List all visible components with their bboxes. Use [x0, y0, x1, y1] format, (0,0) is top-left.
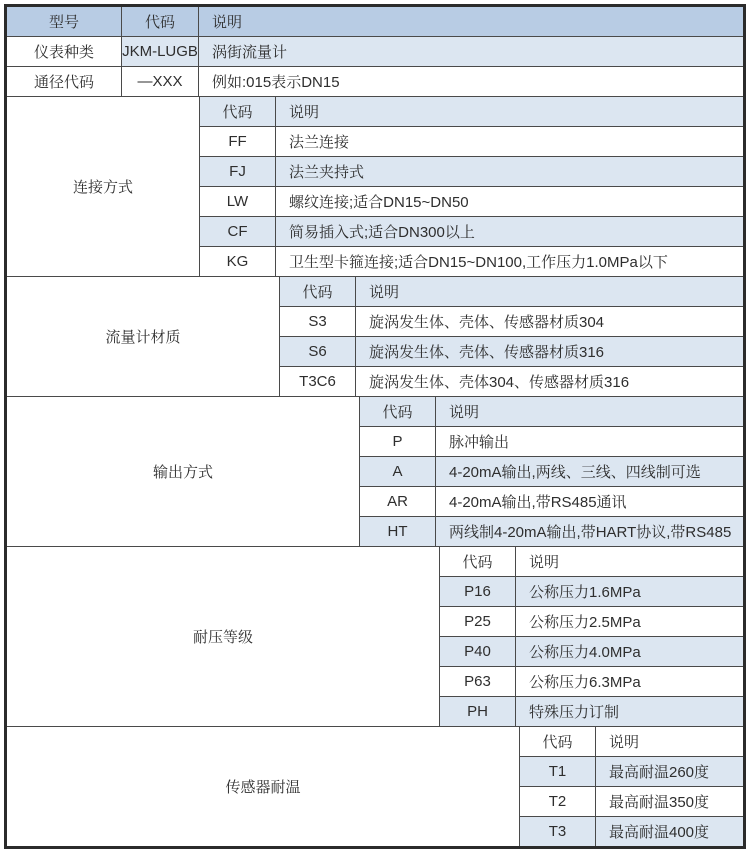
- desc-cell: 旋涡发生体、壳体304、传感器材质316: [369, 374, 630, 391]
- table-row: [440, 607, 743, 637]
- desc-cell: 最高耐温350度: [609, 794, 710, 811]
- section-label: 耐压等级: [7, 547, 440, 726]
- table-row: [360, 517, 743, 546]
- desc-cell: 法兰夹持式: [289, 164, 365, 181]
- desc-cell: 脉冲输出: [449, 434, 510, 451]
- code-cell: KG: [200, 247, 276, 276]
- desc-cell: 例如:015表示DN15: [199, 67, 743, 96]
- sub-header-code: 代码: [520, 727, 596, 756]
- table-row: [520, 817, 743, 846]
- code-cell: FJ: [200, 157, 276, 186]
- sub-header-row: [360, 397, 743, 427]
- section-label: 输出方式: [7, 397, 360, 546]
- code-cell: T3: [520, 817, 596, 846]
- header-cell-model: 型号: [7, 7, 122, 36]
- code-cell: HT: [360, 517, 436, 546]
- table-row: [440, 577, 743, 607]
- code-cell: S6: [280, 337, 356, 366]
- model-selection-table: [4, 4, 746, 849]
- desc-cell: 卫生型卡箍连接;适合DN15~DN100,工作压力1.0MPa以下: [289, 254, 668, 271]
- sub-header-desc: 说明: [289, 104, 320, 121]
- sub-header-desc: 说明: [369, 284, 400, 301]
- table-row: [440, 637, 743, 667]
- table-row: [280, 307, 743, 337]
- sub-header-row: [440, 547, 743, 577]
- table-row: [200, 127, 743, 157]
- desc-cell: 两线制4-20mA输出,带HART协议,带RS485: [449, 524, 732, 541]
- table-row: [360, 427, 743, 457]
- code-cell: T3C6: [280, 367, 356, 396]
- desc-cell: 公称压力4.0MPa: [529, 644, 641, 661]
- code-cell: P25: [440, 607, 516, 636]
- code-cell: PH: [440, 697, 516, 726]
- desc-cell: 公称压力1.6MPa: [529, 584, 641, 601]
- sub-header-row: [200, 97, 743, 127]
- table-row: [360, 457, 743, 487]
- section-connection-type: [7, 97, 743, 277]
- code-cell: —XXX: [122, 67, 199, 96]
- table-row: [360, 487, 743, 517]
- sub-header-row: [520, 727, 743, 757]
- desc-cell: 法兰连接: [289, 134, 350, 151]
- code-cell: P: [360, 427, 436, 456]
- desc-cell: 螺纹连接;适合DN15~DN50: [289, 194, 469, 211]
- section-sensor-temperature: [7, 727, 743, 846]
- table-row: [520, 757, 743, 787]
- code-cell: T2: [520, 787, 596, 816]
- desc-cell: 公称压力6.3MPa: [529, 674, 641, 691]
- desc-cell: 特殊压力订制: [529, 704, 620, 721]
- code-cell: P16: [440, 577, 516, 606]
- desc-cell: 旋涡发生体、壳体、传感器材质304: [369, 314, 605, 331]
- desc-cell: 4-20mA输出,两线、三线、四线制可选: [449, 464, 701, 481]
- sub-header-code: 代码: [280, 277, 356, 306]
- table-row: [440, 667, 743, 697]
- section-flowmeter-material: [7, 277, 743, 397]
- code-cell: A: [360, 457, 436, 486]
- table-header-row: [7, 7, 743, 37]
- desc-cell: 最高耐温260度: [609, 764, 710, 781]
- code-cell: T1: [520, 757, 596, 786]
- table-row: [200, 217, 743, 247]
- desc-cell: 4-20mA输出,带RS485通讯: [449, 494, 627, 511]
- sub-header-code: 代码: [360, 397, 436, 426]
- code-cell: S3: [280, 307, 356, 336]
- sub-header-desc: 说明: [529, 554, 560, 571]
- desc-cell: 简易插入式;适合DN300以上: [289, 224, 475, 241]
- header-cell-code: 代码: [122, 7, 199, 36]
- header-cell-desc: 说明: [199, 7, 743, 36]
- table-row-diameter-code: [7, 67, 743, 97]
- desc-cell: 涡街流量计: [199, 37, 743, 66]
- table-row: [200, 187, 743, 217]
- code-cell: LW: [200, 187, 276, 216]
- table-row: [280, 367, 743, 396]
- section-output-mode: [7, 397, 743, 547]
- table-row: [440, 697, 743, 726]
- code-cell: CF: [200, 217, 276, 246]
- code-cell: JKM-LUGB: [122, 37, 199, 66]
- desc-cell: 旋涡发生体、壳体、传感器材质316: [369, 344, 605, 361]
- code-cell: AR: [360, 487, 436, 516]
- row-label: 通径代码: [7, 67, 122, 96]
- desc-cell: 最高耐温400度: [609, 824, 710, 841]
- desc-cell: 公称压力2.5MPa: [529, 614, 641, 631]
- table-row-instrument-type: [7, 37, 743, 67]
- table-row: [280, 337, 743, 367]
- section-pressure-rating: [7, 547, 743, 727]
- sub-header-code: 代码: [200, 97, 276, 126]
- sub-header-desc: 说明: [609, 734, 640, 751]
- code-cell: P63: [440, 667, 516, 696]
- table-row: [200, 157, 743, 187]
- section-label: 连接方式: [7, 97, 200, 276]
- code-cell: P40: [440, 637, 516, 666]
- sub-header-code: 代码: [440, 547, 516, 576]
- code-cell: FF: [200, 127, 276, 156]
- section-label: 流量计材质: [7, 277, 280, 396]
- sub-header-desc: 说明: [449, 404, 480, 421]
- table-row: [200, 247, 743, 276]
- row-label: 仪表种类: [7, 37, 122, 66]
- sub-header-row: [280, 277, 743, 307]
- table-row: [520, 787, 743, 817]
- section-label: 传感器耐温: [7, 727, 520, 846]
